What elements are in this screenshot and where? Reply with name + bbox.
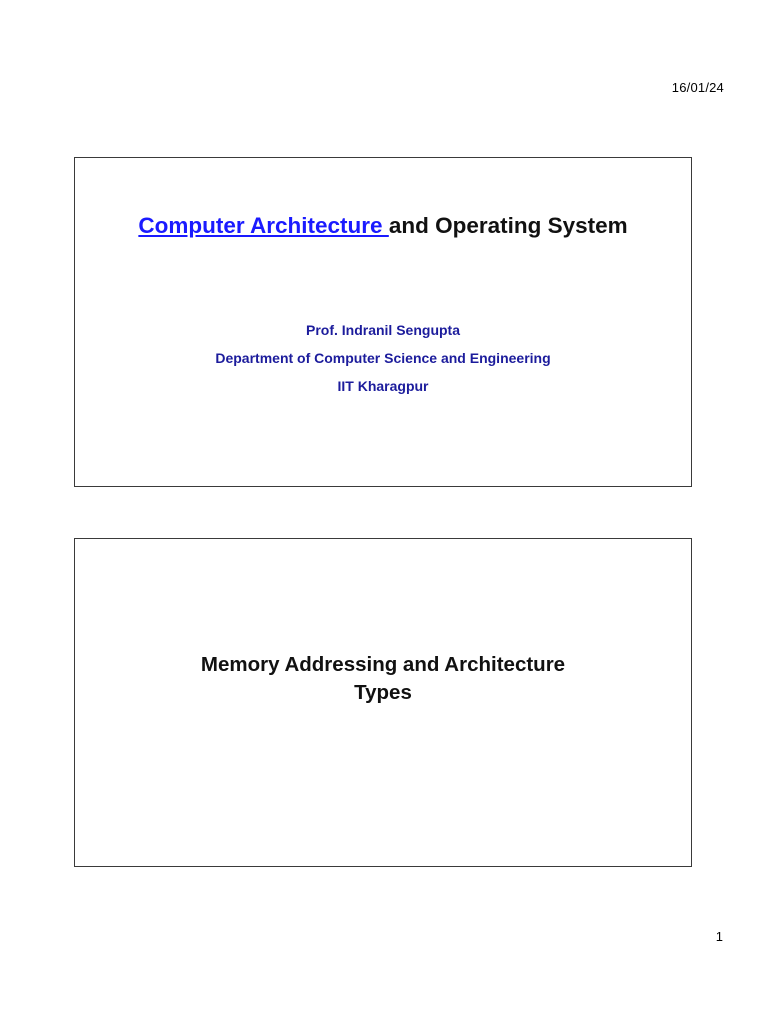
topic-title-line-2: Types	[354, 681, 412, 704]
page-number: 1	[715, 929, 723, 944]
course-title-rest: and Operating System	[388, 213, 628, 238]
page-date: 16/01/24	[671, 80, 724, 95]
topic-title-line-1: Memory Addressing and Architecture	[200, 653, 566, 676]
slide-title-card	[74, 157, 692, 487]
course-title	[75, 213, 691, 239]
author-block	[75, 316, 691, 400]
author-institute: IIT Kharagpur	[337, 378, 429, 394]
topic-title	[75, 651, 691, 707]
author-name: Prof. Indranil Sengupta	[305, 322, 460, 338]
course-title-link[interactable]: Computer Architecture	[138, 213, 389, 238]
slide-topic-card	[74, 538, 692, 867]
author-department: Department of Computer Science and Engineering	[215, 350, 551, 366]
